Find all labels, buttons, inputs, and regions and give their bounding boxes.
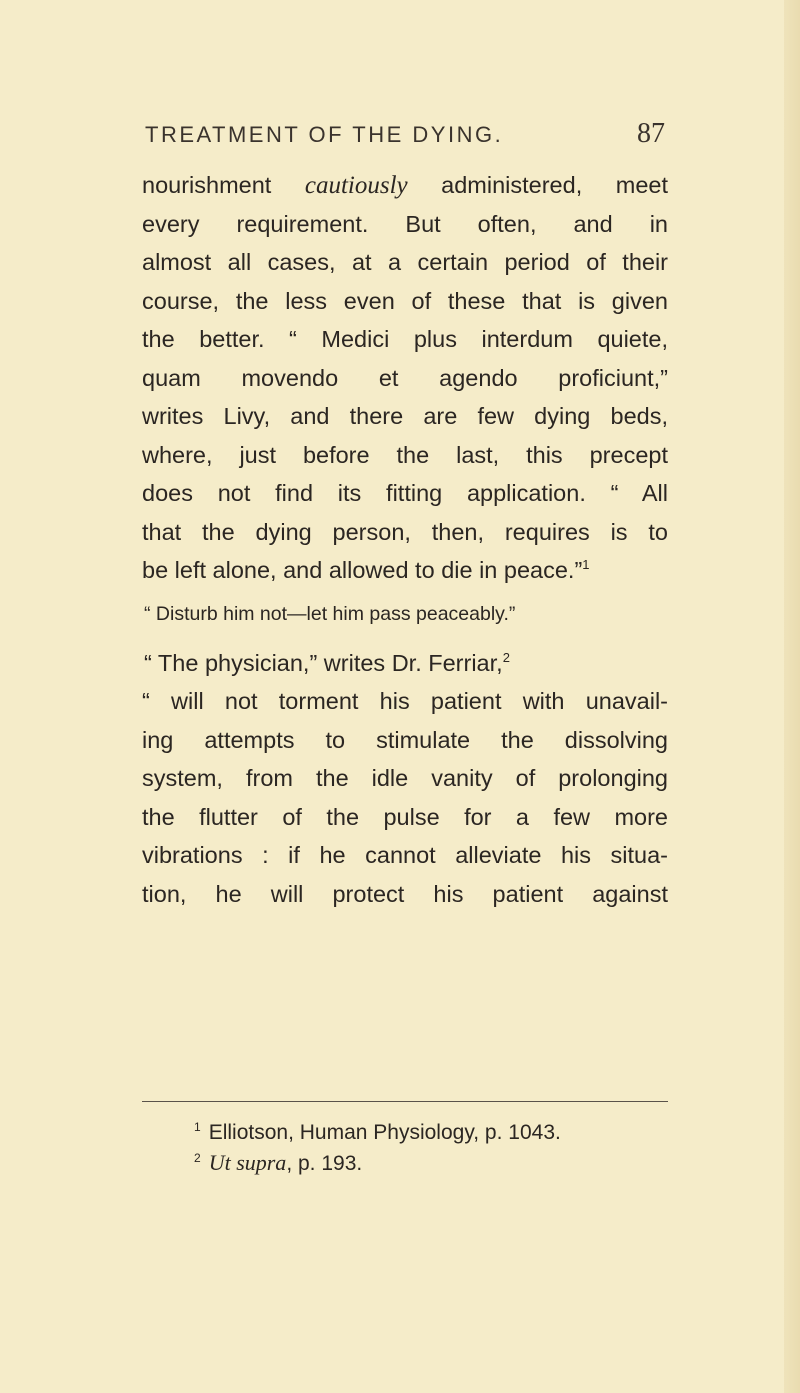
body-text bbox=[142, 166, 668, 913]
italic-word: Ut supra bbox=[208, 1150, 287, 1175]
text-line: vibrations : if he cannot alleviate his situa- bbox=[142, 842, 668, 868]
text-line: the better. “ Medici plus interdum quiete, bbox=[142, 326, 668, 352]
footnote: $^1$ Elliotson, Human Physiology, p. 1043. bbox=[194, 1120, 561, 1144]
page-header bbox=[145, 118, 665, 152]
footnote-ref: 2 bbox=[502, 649, 510, 665]
footnote-mark: 2 bbox=[194, 1151, 201, 1165]
text-line: does not find its fitting application. “ All bbox=[142, 480, 668, 506]
footnote-ref: 1 bbox=[582, 557, 590, 573]
footnote-mark: 1 bbox=[194, 1120, 201, 1134]
page-number: 87 bbox=[637, 118, 665, 149]
text-line: system, from the idle vanity of prolonging bbox=[142, 765, 668, 791]
text-line: “ The physician,” writes Dr. Ferriar,$^2$ bbox=[144, 649, 510, 676]
footnote: $^2$ Ut supra, p. 193. bbox=[194, 1150, 363, 1175]
text-line: quam movendo et agendo proficiunt,” bbox=[142, 364, 668, 391]
italic-word: cautiously bbox=[304, 172, 408, 199]
text-line: course, the less even of these that is given bbox=[142, 287, 668, 314]
text-line: ing attempts to stimulate the dissolving bbox=[142, 726, 668, 753]
paragraph bbox=[142, 644, 668, 914]
running-title: TREATMENT OF THE DYING. bbox=[145, 122, 504, 147]
text-line: nourishment cautiously administered, meet bbox=[142, 172, 668, 199]
text-line: almost all cases, at a certain period of their bbox=[142, 249, 668, 275]
page-edge bbox=[784, 0, 800, 1393]
block-quote: “ Disturb him not—let him pass peaceably.” bbox=[144, 602, 516, 625]
text-line: writes Livy, and there are few dying beds, bbox=[142, 403, 668, 429]
text-line: tion, he will protect his patient against bbox=[142, 880, 668, 907]
text-line: that the dying person, then, requires is to bbox=[142, 518, 668, 545]
footnote-rule bbox=[142, 1101, 668, 1102]
text-line: every requirement. But often, and in bbox=[142, 210, 668, 237]
footnotes bbox=[142, 1118, 668, 1179]
text-line: “ will not torment his patient with unavail- bbox=[142, 688, 668, 714]
text-line: where, just before the last, this precept bbox=[142, 441, 668, 468]
text-line: the flutter of the pulse for a few more bbox=[142, 803, 668, 830]
text-line: be left alone, and allowed to die in peace.”$^1$ bbox=[142, 557, 590, 583]
